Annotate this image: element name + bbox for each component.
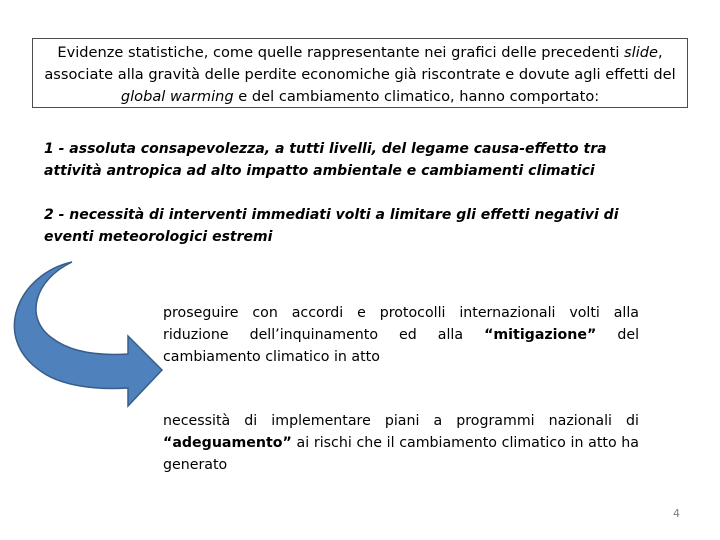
mitigation-term: “mitigazione” <box>484 327 597 343</box>
intro-italic-global-warming: global warming <box>120 88 234 105</box>
sub-point-2-text-before: necessità di implementare piani a programmi nazionali di <box>163 413 639 429</box>
intro-italic-slide: slide <box>624 44 659 61</box>
intro-text-1: Evidenze statistiche, come quelle rappresentante nei grafici delle precedenti <box>57 44 625 61</box>
page-number: 4 <box>673 507 680 520</box>
point-1: 1 - assoluta consapevolezza, a tutti livelli, del legame causa-effetto tra attività antropica ad alto impatto ambientale e cambiamenti climatici <box>44 141 607 179</box>
intro-box <box>32 38 688 108</box>
sub-point-2-text-after: ai rischi che il cambiamento climatico in atto ha generato <box>163 435 639 473</box>
intro-text-3: e del cambiamento climatico, hanno comportato: <box>233 88 600 105</box>
sub-point-adaptation <box>163 410 639 476</box>
sub-point-1-text-after: del cambiamento climatico in atto <box>163 327 640 365</box>
curved-arrow-icon <box>0 260 180 420</box>
adaptation-term: “adeguamento” <box>163 435 292 451</box>
intro-text-2: , associate alla gravità delle perdite economiche già riscontrate e dovute agli effetti del <box>44 44 676 83</box>
point-2: 2 - necessità di interventi immediati volti a limitare gli effetti negativi di eventi meteorologici estremi <box>44 207 619 245</box>
sub-point-mitigation <box>163 302 639 368</box>
sub-point-1-text-before: proseguire con accordi e protocolli internazionali volti alla riduzione dell’inquinamento ed alla <box>163 305 639 343</box>
curved-arrow-shape <box>14 262 162 406</box>
